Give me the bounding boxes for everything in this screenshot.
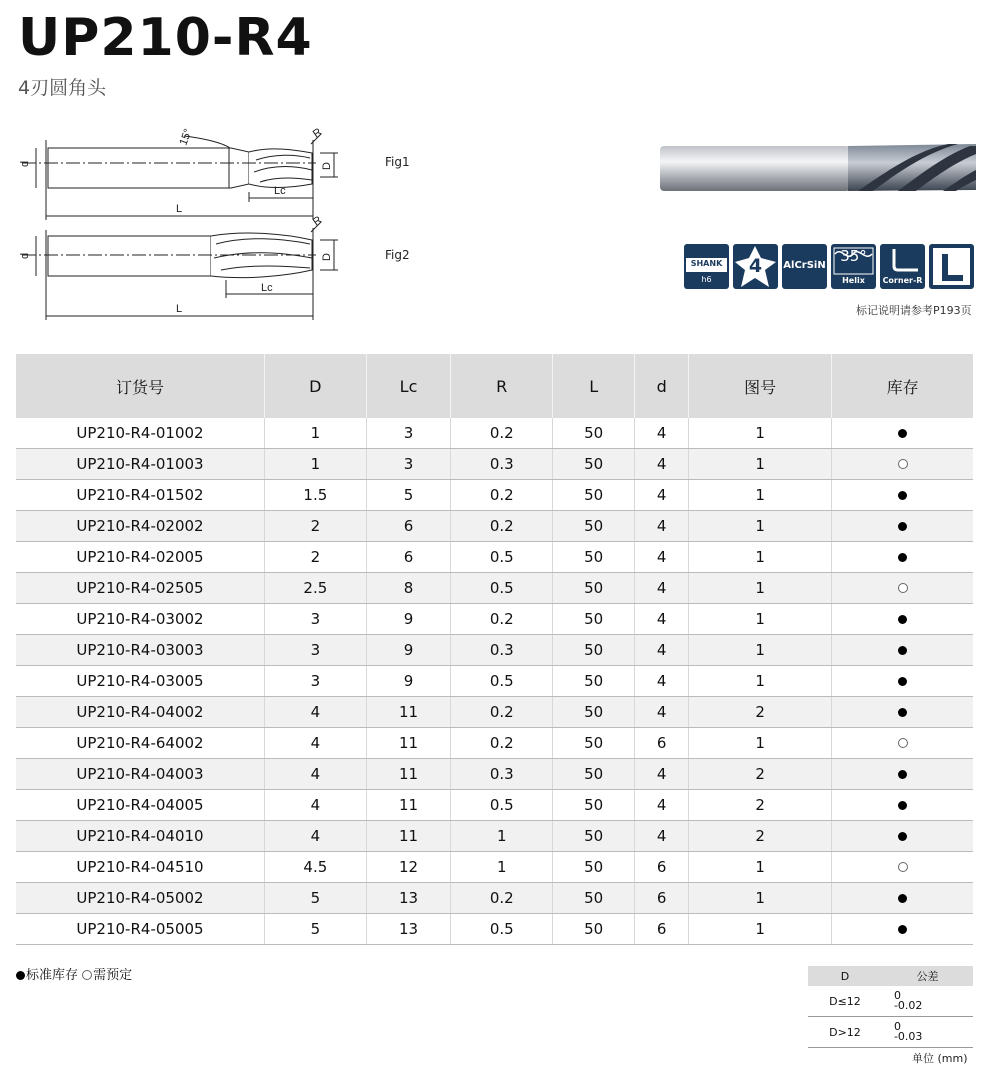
table-row — [16, 728, 973, 759]
col-d: d — [635, 354, 689, 418]
table-row — [16, 697, 973, 728]
technical-drawings — [16, 120, 356, 325]
cell-Lc: 3 — [366, 449, 451, 480]
table-row — [16, 449, 973, 480]
cell-fig: 2 — [689, 821, 832, 852]
cell-L: 50 — [553, 697, 635, 728]
cell-code: UP210-R4-03005 — [16, 666, 265, 697]
standard-stock-icon — [898, 429, 907, 438]
cell-L: 50 — [553, 480, 635, 511]
cell-D: 2 — [265, 511, 367, 542]
cell-R: 1 — [451, 821, 553, 852]
cell-stock — [832, 511, 973, 542]
cell-d: 4 — [635, 480, 689, 511]
table-row — [16, 666, 973, 697]
cell-L: 50 — [553, 666, 635, 697]
table-row — [16, 790, 973, 821]
cell-stock — [832, 914, 973, 945]
cell-d: 4 — [635, 666, 689, 697]
col-fig: 图号 — [689, 354, 832, 418]
cell-d: 4 — [635, 604, 689, 635]
cell-Lc: 9 — [366, 666, 451, 697]
cell-stock — [832, 418, 973, 449]
shank-h6-icon: SHANK h6 — [684, 244, 729, 289]
cell-code: UP210-R4-04510 — [16, 852, 265, 883]
standard-stock-icon — [898, 894, 907, 903]
fig1-label: Fig1 — [385, 155, 410, 169]
fig1-dim-D: D — [321, 162, 333, 170]
cell-L: 50 — [553, 449, 635, 480]
cell-Lc: 6 — [366, 511, 451, 542]
cell-R: 0.5 — [451, 914, 553, 945]
cell-R: 0.2 — [451, 604, 553, 635]
product-title: UP210-R4 — [18, 8, 313, 68]
cell-R: 0.3 — [451, 449, 553, 480]
cell-stock — [832, 883, 973, 914]
cell-D: 1.5 — [265, 480, 367, 511]
cell-R: 0.3 — [451, 759, 553, 790]
table-row — [16, 821, 973, 852]
cell-d: 4 — [635, 759, 689, 790]
cell-L: 50 — [553, 511, 635, 542]
cell-Lc: 9 — [366, 604, 451, 635]
cell-R: 0.5 — [451, 666, 553, 697]
cell-R: 1 — [451, 852, 553, 883]
standard-stock-icon — [898, 801, 907, 810]
cell-Lc: 11 — [366, 790, 451, 821]
cell-D: 4 — [265, 728, 367, 759]
cell-R: 0.5 — [451, 790, 553, 821]
col-R: R — [451, 354, 553, 418]
cell-code: UP210-R4-04002 — [16, 697, 265, 728]
cell-Lc: 11 — [366, 821, 451, 852]
four-flute-icon: 4 — [733, 244, 778, 289]
tol-row — [808, 986, 973, 1017]
cell-Lc: 9 — [366, 635, 451, 666]
cell-stock — [832, 449, 973, 480]
cell-fig: 1 — [689, 728, 832, 759]
fig1-dim-R: R — [310, 126, 325, 141]
tol-range: D≤12 — [808, 986, 882, 1017]
tol-col-D: D — [808, 966, 882, 986]
cell-L: 50 — [553, 728, 635, 759]
unit-note: 单位 (mm) — [912, 1052, 968, 1065]
tol-range: D>12 — [808, 1017, 882, 1048]
cell-fig: 2 — [689, 697, 832, 728]
cell-stock — [832, 480, 973, 511]
cell-code: UP210-R4-02002 — [16, 511, 265, 542]
table-row — [16, 759, 973, 790]
cell-stock — [832, 821, 973, 852]
table-row — [16, 418, 973, 449]
cell-fig: 2 — [689, 759, 832, 790]
standard-stock-icon — [898, 646, 907, 655]
table-row — [16, 573, 973, 604]
cell-R: 0.2 — [451, 418, 553, 449]
cell-Lc: 13 — [366, 883, 451, 914]
cell-D: 2.5 — [265, 573, 367, 604]
order-stock-icon — [82, 970, 92, 980]
cell-L: 50 — [553, 821, 635, 852]
cell-D: 4 — [265, 790, 367, 821]
cell-code: UP210-R4-05005 — [16, 914, 265, 945]
standard-stock-icon — [898, 832, 907, 841]
cell-d: 4 — [635, 635, 689, 666]
table-row — [16, 511, 973, 542]
product-subtitle: 4刃圆角头 — [18, 77, 107, 99]
cell-fig: 1 — [689, 511, 832, 542]
cell-D: 3 — [265, 666, 367, 697]
cell-fig: 1 — [689, 449, 832, 480]
cell-Lc: 11 — [366, 728, 451, 759]
cell-fig: 1 — [689, 883, 832, 914]
cell-D: 5 — [265, 883, 367, 914]
cell-L: 50 — [553, 914, 635, 945]
coating-icon: AlCrSiN — [782, 244, 827, 289]
table-row — [16, 914, 973, 945]
order-stock-icon — [898, 459, 908, 469]
cell-D: 3 — [265, 604, 367, 635]
cell-R: 0.3 — [451, 635, 553, 666]
cell-fig: 1 — [689, 666, 832, 697]
tolerance-table — [808, 966, 973, 1048]
order-stock-icon — [898, 583, 908, 593]
cell-D: 4.5 — [265, 852, 367, 883]
cell-Lc: 3 — [366, 418, 451, 449]
cell-d: 4 — [635, 790, 689, 821]
tol-row — [808, 1017, 973, 1048]
order-stock-icon — [898, 862, 908, 872]
table-row — [16, 542, 973, 573]
standard-stock-icon — [898, 553, 907, 562]
cell-code: UP210-R4-05002 — [16, 883, 265, 914]
feature-badges — [684, 244, 974, 289]
cell-code: UP210-R4-01502 — [16, 480, 265, 511]
cell-code: UP210-R4-01002 — [16, 418, 265, 449]
tool-photo — [658, 140, 976, 196]
standard-stock-icon — [898, 708, 907, 717]
reference-note: 标记说明请参考P193页 — [856, 304, 972, 317]
col-stock: 库存 — [832, 354, 973, 418]
standard-stock-icon — [898, 522, 907, 531]
cell-Lc: 6 — [366, 542, 451, 573]
cell-R: 0.2 — [451, 728, 553, 759]
standard-stock-icon — [898, 491, 907, 500]
legend-order: 需预定 — [93, 968, 133, 983]
cell-stock — [832, 635, 973, 666]
helix-icon: 35° Helix — [831, 244, 876, 289]
cell-fig: 1 — [689, 635, 832, 666]
cell-R: 0.2 — [451, 511, 553, 542]
cell-fig: 1 — [689, 604, 832, 635]
cell-stock — [832, 759, 973, 790]
cell-Lc: 13 — [366, 914, 451, 945]
spec-table-header — [16, 354, 973, 418]
standard-stock-icon — [16, 971, 25, 980]
cell-Lc: 12 — [366, 852, 451, 883]
cell-d: 4 — [635, 542, 689, 573]
cell-fig: 2 — [689, 790, 832, 821]
cell-stock — [832, 697, 973, 728]
cell-L: 50 — [553, 852, 635, 883]
cell-stock — [832, 852, 973, 883]
cell-R: 0.2 — [451, 480, 553, 511]
cell-R: 0.2 — [451, 697, 553, 728]
cell-L: 50 — [553, 418, 635, 449]
cell-d: 4 — [635, 573, 689, 604]
tol-col-tol: 公差 — [882, 966, 973, 986]
cell-Lc: 11 — [366, 697, 451, 728]
stock-legend — [16, 964, 132, 983]
standard-stock-icon — [898, 770, 907, 779]
cell-fig: 1 — [689, 542, 832, 573]
cell-D: 5 — [265, 914, 367, 945]
cell-stock — [832, 666, 973, 697]
cell-fig: 1 — [689, 480, 832, 511]
cell-d: 4 — [635, 511, 689, 542]
cell-code: UP210-R4-64002 — [16, 728, 265, 759]
cell-code: UP210-R4-04003 — [16, 759, 265, 790]
cell-L: 50 — [553, 635, 635, 666]
corner-radius-icon: Corner-R — [880, 244, 925, 289]
cell-code: UP210-R4-02005 — [16, 542, 265, 573]
cell-D: 4 — [265, 759, 367, 790]
cell-L: 50 — [553, 759, 635, 790]
cell-L: 50 — [553, 790, 635, 821]
table-row — [16, 852, 973, 883]
cell-d: 4 — [635, 821, 689, 852]
cell-fig: 1 — [689, 573, 832, 604]
cell-L: 50 — [553, 542, 635, 573]
cell-d: 6 — [635, 883, 689, 914]
table-row — [16, 480, 973, 511]
standard-stock-icon — [898, 677, 907, 686]
fig1-dim-Lc: Lc — [274, 185, 286, 197]
fig2-dim-R: R — [310, 214, 325, 229]
cell-fig: 1 — [689, 852, 832, 883]
tol-value: 0 -0.03 — [882, 1017, 973, 1048]
fig2-dim-D: D — [321, 253, 333, 261]
cell-stock — [832, 573, 973, 604]
cell-D: 1 — [265, 418, 367, 449]
col-order-code: 订货号 — [16, 354, 265, 418]
spec-table — [16, 354, 973, 945]
cell-stock — [832, 728, 973, 759]
standard-stock-icon — [898, 925, 907, 934]
fig2-dim-d: d — [19, 252, 31, 259]
fig2-dim-L: L — [176, 303, 183, 315]
cell-D: 2 — [265, 542, 367, 573]
fig2-dim-Lc: Lc — [261, 282, 273, 294]
cell-D: 1 — [265, 449, 367, 480]
cell-code: UP210-R4-02505 — [16, 573, 265, 604]
fig2-label: Fig2 — [385, 248, 410, 262]
cell-code: UP210-R4-01003 — [16, 449, 265, 480]
cell-d: 4 — [635, 697, 689, 728]
cell-R: 0.5 — [451, 542, 553, 573]
cell-fig: 1 — [689, 418, 832, 449]
cell-Lc: 11 — [366, 759, 451, 790]
cell-stock — [832, 604, 973, 635]
table-row — [16, 635, 973, 666]
cell-D: 3 — [265, 635, 367, 666]
cell-fig: 1 — [689, 914, 832, 945]
square-end-icon — [929, 244, 974, 289]
cell-L: 50 — [553, 604, 635, 635]
col-Lc: Lc — [366, 354, 451, 418]
cell-code: UP210-R4-04010 — [16, 821, 265, 852]
cell-d: 4 — [635, 449, 689, 480]
cell-L: 50 — [553, 573, 635, 604]
cell-L: 50 — [553, 883, 635, 914]
col-D: D — [265, 354, 367, 418]
standard-stock-icon — [898, 615, 907, 624]
cell-code: UP210-R4-04005 — [16, 790, 265, 821]
cell-stock — [832, 542, 973, 573]
table-row — [16, 604, 973, 635]
cell-Lc: 8 — [366, 573, 451, 604]
cell-code: UP210-R4-03003 — [16, 635, 265, 666]
fig1-dim-L: L — [176, 203, 183, 215]
cell-R: 0.5 — [451, 573, 553, 604]
col-L: L — [553, 354, 635, 418]
legend-standard: 标准库存 — [26, 968, 79, 983]
fig1-dim-d: d — [19, 160, 31, 167]
cell-R: 0.2 — [451, 883, 553, 914]
cell-code: UP210-R4-03002 — [16, 604, 265, 635]
cell-Lc: 5 — [366, 480, 451, 511]
cell-d: 6 — [635, 852, 689, 883]
cell-d: 6 — [635, 728, 689, 759]
table-row — [16, 883, 973, 914]
cell-d: 6 — [635, 914, 689, 945]
cell-D: 4 — [265, 697, 367, 728]
order-stock-icon — [898, 738, 908, 748]
cell-D: 4 — [265, 821, 367, 852]
tol-value: 0 -0.02 — [882, 986, 973, 1017]
cell-d: 4 — [635, 418, 689, 449]
cell-stock — [832, 790, 973, 821]
fig1-dim-angle: 15° — [177, 127, 195, 148]
